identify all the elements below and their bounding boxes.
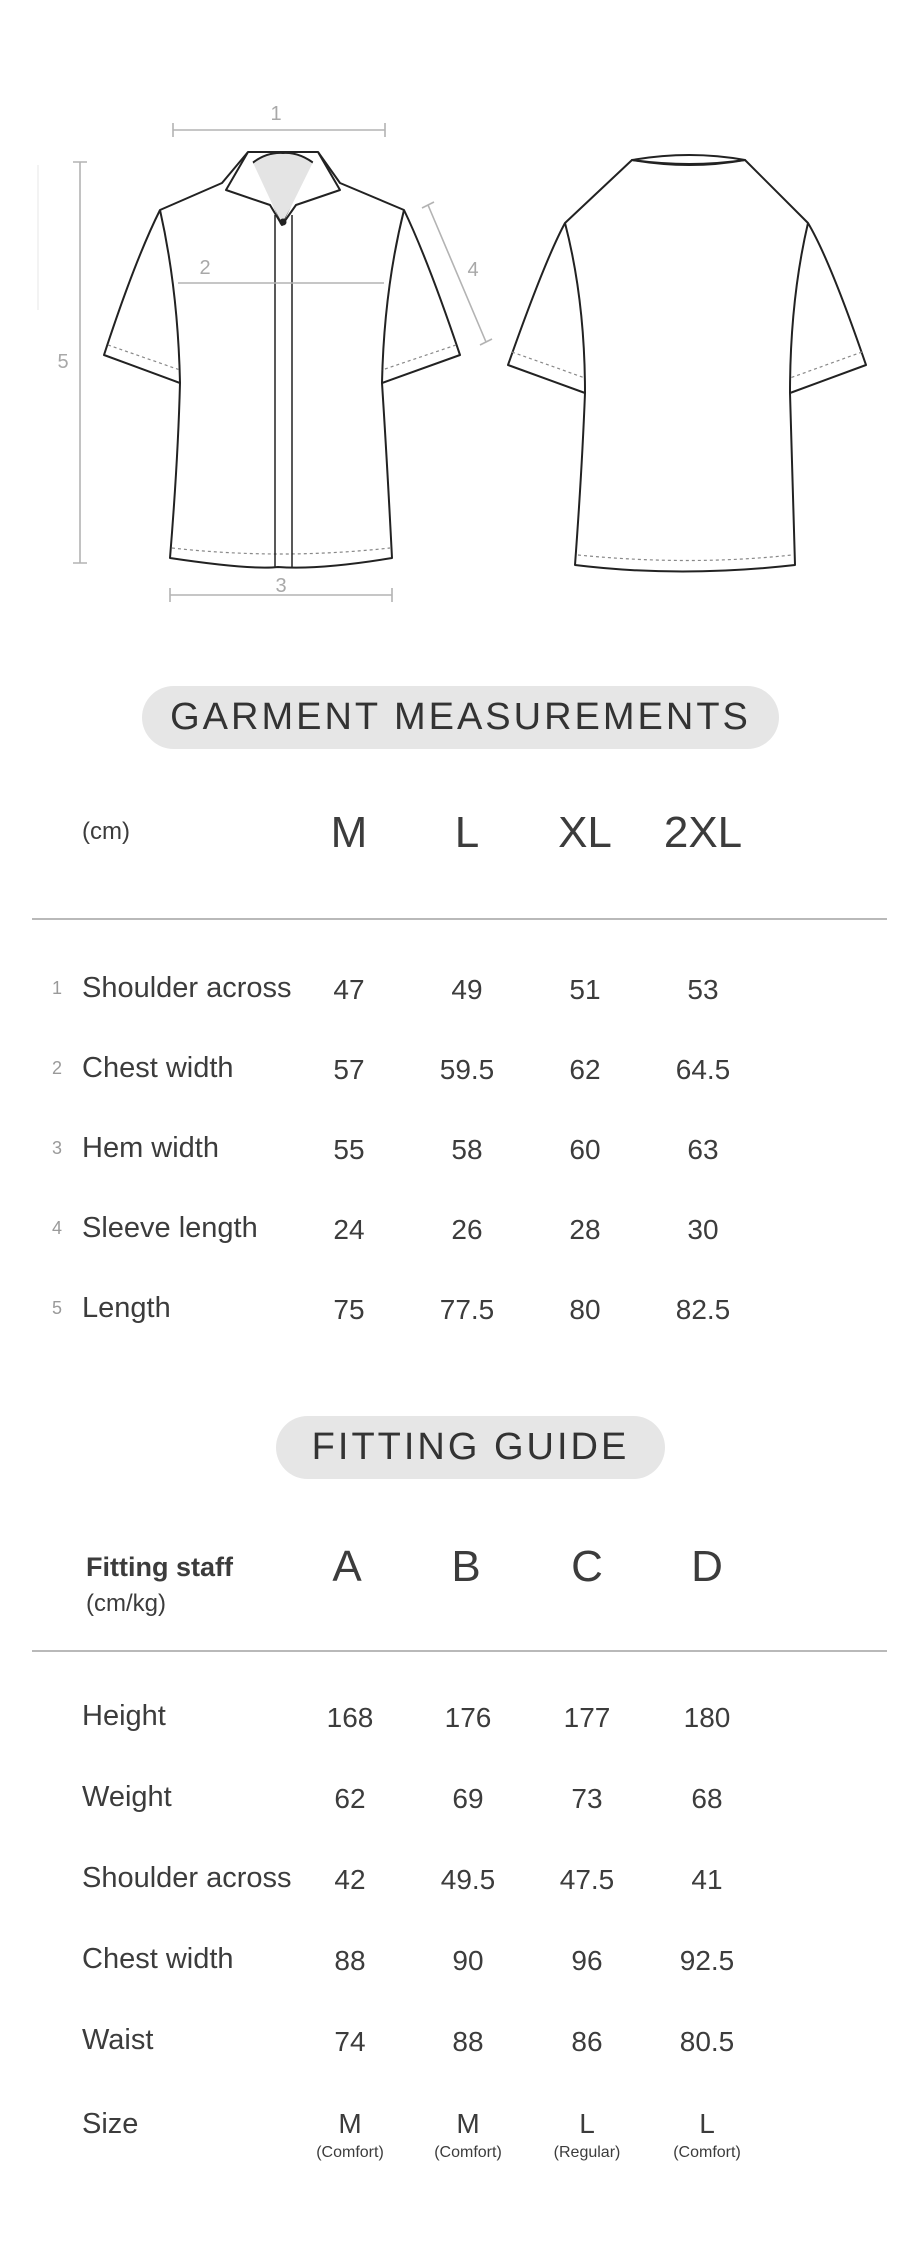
measurement-cell: 59.5 (439, 1054, 495, 1085)
measurement-cell: 80 (569, 1294, 601, 1325)
size-value: L (579, 2108, 595, 2139)
fitting-cell: 68 (691, 1783, 723, 1814)
garment-measurements-heading: GARMENT MEASUREMENTS (142, 686, 779, 749)
fitting-cell: 74 (334, 2026, 366, 2057)
size-value: M (456, 2108, 480, 2139)
fitting-unit: (cm/kg) (86, 1590, 166, 1617)
size-header-l: L (454, 808, 480, 857)
size-cell-c (527, 2108, 647, 2162)
dim-label-3: 3 (275, 575, 287, 597)
measurement-cell: 64.5 (675, 1054, 731, 1085)
fitting-divider (32, 1650, 887, 1652)
measurement-cell: 30 (687, 1214, 719, 1245)
fitting-cell: 62 (334, 1783, 366, 1814)
fit-value: (Comfort) (316, 2144, 384, 2161)
size-cell-d (647, 2108, 767, 2162)
fitting-cell: 49.5 (440, 1864, 496, 1895)
fitting-cell: 86 (571, 2026, 603, 2057)
dim-label-5: 5 (57, 351, 69, 373)
measurement-cell: 63 (687, 1134, 719, 1165)
fitting-cell: 180 (683, 1702, 731, 1733)
measurement-cell: 58 (451, 1134, 483, 1165)
staff-header-a: A (332, 1542, 362, 1591)
fitting-cell: 47.5 (559, 1864, 615, 1895)
measurement-cell: 26 (451, 1214, 483, 1245)
measurement-row-label: Hem width (82, 1132, 219, 1164)
measurement-row-label: Shoulder across (82, 972, 292, 1004)
measurement-row-label: Length (82, 1292, 171, 1324)
measurement-cell: 62 (569, 1054, 601, 1085)
measurement-cell: 60 (569, 1134, 601, 1165)
size-value: M (338, 2108, 362, 2139)
measurement-cell: 75 (333, 1294, 365, 1325)
shirt-diagram (0, 0, 917, 640)
measurement-cell: 57 (333, 1054, 365, 1085)
fitting-cell: 88 (334, 1945, 366, 1976)
measurement-cell: 77.5 (439, 1294, 495, 1325)
measurement-row-number: 3 (52, 1138, 63, 1158)
fitting-row-label: Chest width (82, 1943, 234, 1975)
fitting-cell: 177 (563, 1702, 611, 1733)
measurement-row-number: 5 (52, 1298, 63, 1318)
measurement-cell: 51 (569, 974, 601, 1005)
staff-header-c: C (571, 1542, 603, 1591)
fitting-cell: 73 (571, 1783, 603, 1814)
measurement-cell: 55 (333, 1134, 365, 1165)
size-cell-b (408, 2108, 528, 2162)
shirt-front-drawing (104, 152, 460, 568)
size-cell-a (290, 2108, 410, 2162)
measurement-cell: 82.5 (675, 1294, 731, 1325)
fitting-cell: 41 (691, 1864, 723, 1895)
size-header-xl: XL (558, 808, 612, 857)
size-header-m: M (330, 808, 368, 857)
shirt-back-drawing (508, 155, 866, 572)
dim-label-2: 2 (199, 257, 211, 279)
measurement-cell: 28 (569, 1214, 601, 1245)
measurements-divider (32, 918, 887, 920)
staff-header-d: D (691, 1542, 723, 1591)
fit-value: (Comfort) (673, 2144, 741, 2161)
measurement-row-number: 1 (52, 978, 63, 998)
measurement-row-number: 2 (52, 1058, 63, 1078)
size-header-2xl: 2XL (663, 808, 743, 857)
fitting-row-label: Weight (82, 1781, 172, 1813)
fitting-cell: 69 (452, 1783, 484, 1814)
fitting-cell: 88 (452, 2026, 484, 2057)
fit-value: (Regular) (553, 2144, 621, 2161)
fitting-cell: 96 (571, 1945, 603, 1976)
fitting-row-label: Waist (82, 2024, 154, 2056)
size-value: L (699, 2108, 715, 2139)
measurement-cell: 49 (451, 974, 483, 1005)
fitting-cell: 80.5 (679, 2026, 735, 2057)
measurement-cell: 53 (687, 974, 719, 1005)
fitting-cell: 92.5 (679, 1945, 735, 1976)
measurement-row-number: 4 (52, 1218, 63, 1238)
dim-label-1: 1 (270, 103, 282, 125)
size-row-label: Size (82, 2108, 139, 2140)
fitting-row-label: Height (82, 1700, 166, 1732)
fitting-cell: 42 (334, 1864, 366, 1895)
measurement-cell: 24 (333, 1214, 365, 1245)
measurement-cell: 47 (333, 974, 365, 1005)
dim-label-4: 4 (467, 259, 479, 281)
measurements-unit: (cm) (82, 818, 130, 845)
measurement-row-label: Chest width (82, 1052, 234, 1084)
fitting-staff-label: Fitting staff (86, 1552, 233, 1582)
fitting-cell: 90 (452, 1945, 484, 1976)
staff-header-b: B (451, 1542, 481, 1591)
fitting-row-label: Shoulder across (82, 1862, 292, 1894)
fitting-cell: 168 (326, 1702, 374, 1733)
measurement-row-label: Sleeve length (82, 1212, 258, 1244)
fitting-guide-heading: FITTING GUIDE (276, 1416, 665, 1479)
fit-value: (Comfort) (434, 2144, 502, 2161)
fitting-cell: 176 (444, 1702, 492, 1733)
